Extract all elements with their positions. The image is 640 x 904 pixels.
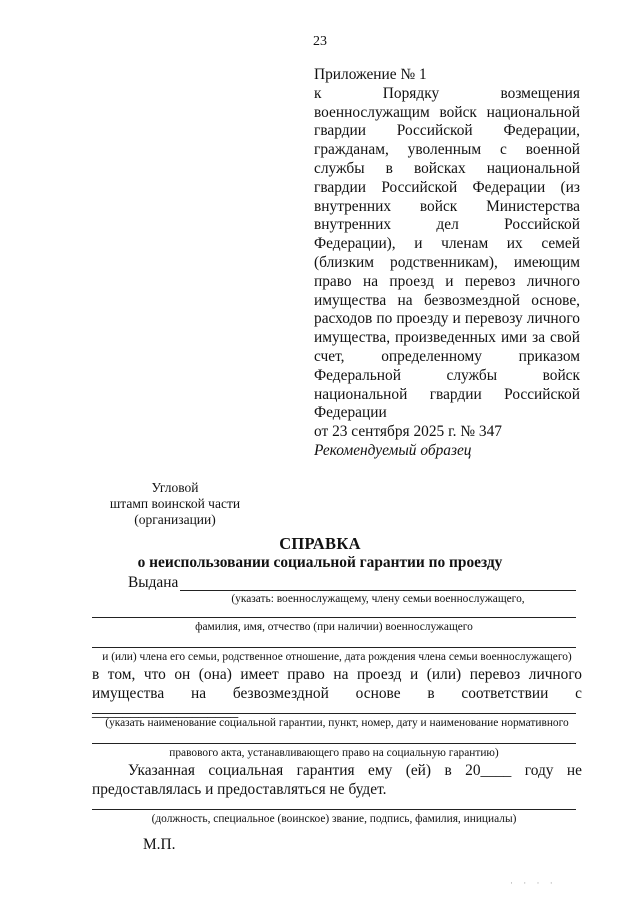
issued-label: Выдана xyxy=(128,574,179,591)
appendix-date: от 23 сентября 2025 г. № 347 xyxy=(314,423,502,441)
fio-field[interactable] xyxy=(92,617,576,618)
appendix-header xyxy=(314,66,580,442)
hint-act: правового акта, устанавливающего право на социальную гарантию) xyxy=(169,747,499,759)
scan-specks: · · · · xyxy=(510,878,557,888)
signature-field[interactable] xyxy=(92,809,576,810)
hint-family: и (или) члена его семьи, родственное отношение, дата рождения члена семьи военнослужащего) xyxy=(102,651,572,663)
document-subtitle: о неиспользовании социальной гарантии по проезду xyxy=(137,554,503,571)
sample-label: Рекомендуемый образец xyxy=(314,442,472,459)
hint-fio: фамилия, имя, отчество (при наличии) военнослужащего xyxy=(195,621,473,633)
hint-guarantee: (указать наименование социальной гарантии, пункт, номер, дату и наименование нормативного xyxy=(105,717,569,729)
corner-stamp xyxy=(100,480,250,528)
usage-statement: Указанная социальная гарантия ему (ей) в 20____ году не предоставлялась и предоставляться не будет. xyxy=(92,762,582,798)
stamp-line-2: штамп воинской части xyxy=(109,496,241,511)
appendix-title: Приложение № 1 xyxy=(314,66,427,83)
stamp-line-1: Угловой xyxy=(151,480,199,495)
appendix-body: к Порядку возмещения военнослужащим войск национальной гвардии Российской Федерации, гражданам, уволенным с военной службы в войсках национальной гвардии Российской Федерации (из внутренних войск Министерства внутренних дел Российской Федерации), и членам их семей (близким родственникам), имеющим право на проезд и перевоз личного имущества на безвозмездной основе, расходов по проезду и перевозу личного имущества, произведенных ими за свой счет, определенному приказом Федеральной службы войск национальной гвардии Российской Федерации xyxy=(314,84,580,422)
legal-act-field[interactable] xyxy=(92,743,576,744)
page-number: 23 xyxy=(313,34,327,49)
hint-signature: (должность, специальное (воинское) звание, подпись, фамилия, инициалы) xyxy=(151,813,517,825)
right-statement: в том, что он (она) имеет право на проезд и (или) перевоз личного имущества на безвозмездной основе в соответствии с ___________________ xyxy=(92,666,582,720)
hint-recipient: (указать: военнослужащему, члену семьи военнослужащего, xyxy=(231,593,525,605)
guarantee-field[interactable] xyxy=(92,713,576,714)
seal-label: М.П. xyxy=(143,836,176,853)
issued-to-field[interactable] xyxy=(180,590,576,591)
family-member-field[interactable] xyxy=(92,647,576,648)
document-title: СПРАВКА xyxy=(279,534,361,553)
stamp-line-3: (организации) xyxy=(134,512,216,527)
